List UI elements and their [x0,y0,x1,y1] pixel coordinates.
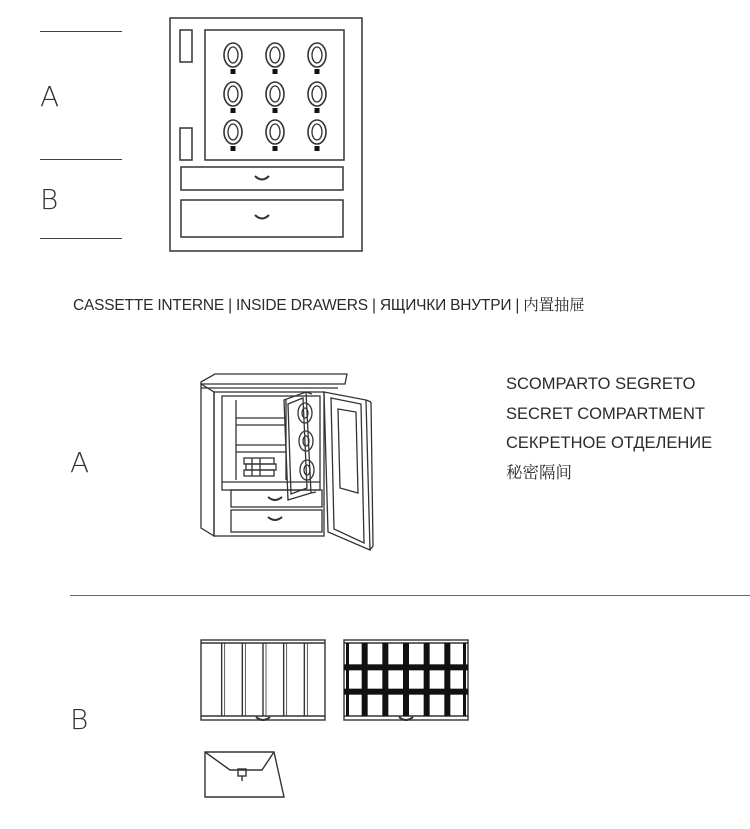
secret-label-en: SECRET COMPARTMENT [506,404,705,423]
inside-drawers-caption: CASSETTE INTERNE | INSIDE DRAWERS | ЯЩИЧКИ ВНУТРИ | 内置抽屉 [73,297,585,314]
section-b-label: B [40,183,59,216]
section3-b-label: B [70,703,89,736]
drawer-grid-compartments [344,640,468,720]
secret-label-it: SCOMPARTO SEGRETO [506,375,696,393]
section2-a-label: A [70,446,90,479]
drawer-vertical-dividers [201,640,325,720]
secret-label-ru: СЕКРЕТНОЕ ОТДЕЛЕНИЕ [506,434,713,452]
section-a-label: A [40,80,60,113]
secret-label-zh: 秘密隔间 [506,463,572,482]
envelope-pouch [205,752,284,797]
